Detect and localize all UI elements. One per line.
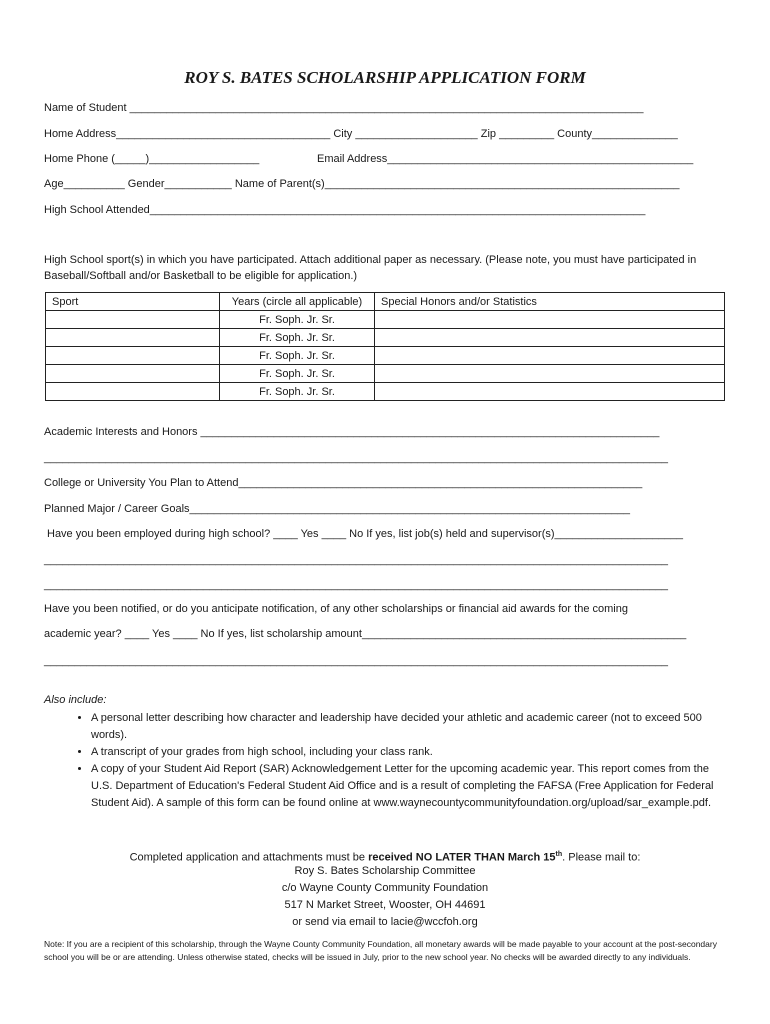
list-item: • A transcript of your grades from high school, including your class rank.	[91, 744, 724, 761]
honors-cell[interactable]	[375, 365, 725, 383]
years-cell[interactable]: Fr. Soph. Jr. Sr.	[220, 329, 375, 347]
list-item: • A personal letter describing how character and leadership have decided your athletic and academic career (not to exceed 500 words).	[91, 710, 724, 744]
academic-interests-continued-line[interactable]: ______________________________________________________________________________________________________	[44, 452, 669, 464]
sport-cell[interactable]	[46, 329, 220, 347]
mailing-committee: Roy S. Bates Scholarship Committee	[294, 865, 476, 877]
deadline-mail-text: . Please mail to:	[562, 851, 641, 864]
table-row	[46, 347, 725, 365]
deadline-text: Completed application and attachments must be	[129, 851, 369, 864]
honors-cell[interactable]	[375, 311, 725, 329]
table-row	[46, 383, 725, 401]
years-cell[interactable]: Fr. Soph. Jr. Sr.	[220, 347, 375, 365]
honors-cell[interactable]	[375, 383, 725, 401]
list-item: • A copy of your Student Aid Report (SAR) Acknowledgement Letter for the upcoming academic year. This report comes from the U.S. Department of Education's Federal Student Aid Office and is a result of completing the FAFSA (Free Application for Federal Student Aid). A sample of this form can be found online at www.waynecountycommunityfoundation.org/upload/sar_example.pdf.	[91, 761, 724, 812]
home-address-field[interactable]: Home Address___________________________________ City ____________________ Zip _________ County______________	[44, 128, 678, 140]
academic-interests-field[interactable]: Academic Interests and Honors ___________________________________________________________________________	[44, 426, 660, 438]
years-cell[interactable]: Fr. Soph. Jr. Sr.	[220, 311, 375, 329]
age-gender-parents-field[interactable]: Age__________ Gender___________ Name of Parent(s)__________________________________________________________	[44, 178, 680, 190]
form-title: ROY S. BATES SCHOLARSHIP APPLICATION FORM	[184, 68, 586, 87]
table-row	[46, 329, 725, 347]
table-header-row	[46, 293, 725, 311]
mailing-foundation: c/o Wayne County Community Foundation	[281, 882, 489, 894]
table-row	[46, 365, 725, 383]
mailing-email: or send via email to lacie@wccfoh.org	[292, 916, 478, 928]
years-header: Years (circle all applicable)	[220, 293, 375, 311]
sport-header: Sport	[46, 293, 220, 311]
sport-cell[interactable]	[46, 383, 220, 401]
sport-cell[interactable]	[46, 311, 220, 329]
payment-note: Note: If you are a recipient of this scholarship, through the Wayne County Community Foundation, all monetary awards will be made payable to your account at the post-secondary school you will be or are attending. Unless otherwise stated, checks will be issued in July, prior to the new school year. No checks will be awarded directly to any individuals.	[44, 939, 717, 962]
email-address-field[interactable]: Email Address__________________________________________________	[317, 153, 694, 165]
mailing-street-address: 517 N Market Street, Wooster, OH 44691	[284, 899, 486, 911]
high-school-field[interactable]: High School Attended_________________________________________________________________________________	[44, 204, 646, 216]
honors-cell[interactable]	[375, 329, 725, 347]
years-cell[interactable]: Fr. Soph. Jr. Sr.	[220, 365, 375, 383]
deadline-date: received NO LATER THAN March 15	[368, 851, 556, 864]
sports-table	[45, 292, 725, 401]
sports-intro: High School sport(s) in which you have participated. Attach additional paper as necessary. (Please note, you must have participated in Baseball/Softball and/or Basketball to be eligible for application.)	[44, 254, 697, 282]
also-include-list	[44, 710, 724, 812]
employment-details-line[interactable]: ______________________________________________________________________________________________________	[44, 554, 669, 566]
scholarship-notified-question: Have you been notified, or do you anticipate notification, of any other scholarships or financial aid awards for the coming	[44, 603, 628, 615]
planned-major-field[interactable]: Planned Major / Career Goals________________________________________________________________________	[44, 503, 630, 515]
deadline-date-suffix: th	[555, 851, 563, 858]
employment-details-line[interactable]: ______________________________________________________________________________________________________	[44, 579, 669, 591]
honors-cell[interactable]	[375, 347, 725, 365]
home-phone-field[interactable]: Home Phone (_____)__________________	[44, 153, 260, 165]
sport-cell[interactable]	[46, 365, 220, 383]
table-row	[46, 311, 725, 329]
name-of-student-field[interactable]: Name of Student ____________________________________________________________________________________	[44, 102, 644, 114]
scholarship-amount-field[interactable]: academic year? ____ Yes ____ No If yes, list scholarship amount_____________________________________________________	[44, 628, 687, 640]
employed-question[interactable]: Have you been employed during high school? ____ Yes ____ No If yes, list job(s) held and supervisor(s)_____________________	[47, 528, 683, 540]
college-field[interactable]: College or University You Plan to Attend__________________________________________________________________	[44, 477, 643, 489]
years-cell[interactable]: Fr. Soph. Jr. Sr.	[220, 383, 375, 401]
sport-cell[interactable]	[46, 347, 220, 365]
honors-header: Special Honors and/or Statistics	[375, 293, 725, 311]
scholarship-details-line[interactable]: ______________________________________________________________________________________________________	[44, 655, 669, 667]
also-include-heading: Also include:	[44, 694, 107, 706]
